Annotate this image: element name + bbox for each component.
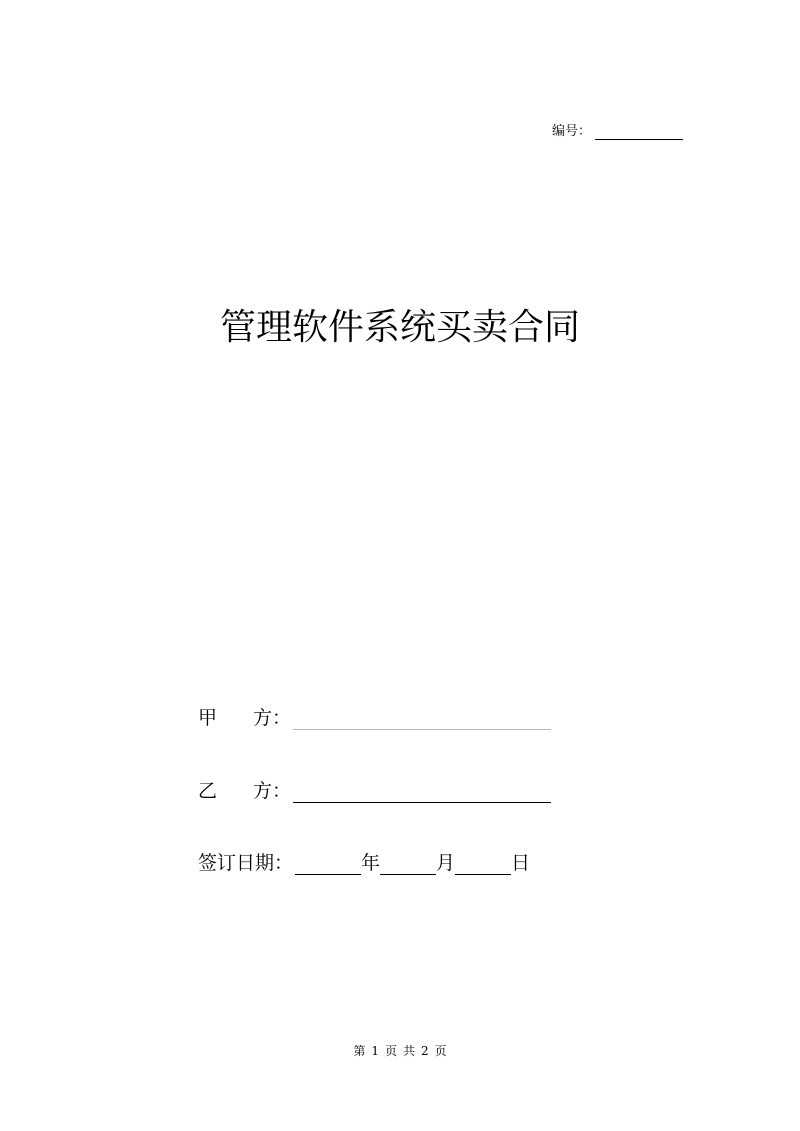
footer-current-page: 1 bbox=[371, 1044, 379, 1058]
sign-date-label: 签订日期： bbox=[198, 852, 294, 874]
party-b-colon: ： bbox=[272, 780, 292, 802]
party-a-label-char2: 方 bbox=[252, 707, 272, 729]
sign-month-blank[interactable] bbox=[380, 854, 436, 875]
doc-number-blank[interactable] bbox=[595, 126, 683, 140]
page-footer bbox=[0, 1043, 800, 1059]
footer-page-word: 页 bbox=[384, 1044, 397, 1058]
sign-month-label: 月 bbox=[436, 852, 456, 874]
sign-year-label: 年 bbox=[361, 852, 381, 874]
sign-day-blank[interactable] bbox=[455, 854, 511, 875]
party-a-row bbox=[198, 706, 551, 730]
sign-date-row bbox=[198, 851, 530, 875]
party-b-row bbox=[198, 779, 551, 803]
party-a-colon: ： bbox=[272, 707, 292, 729]
party-b-blank[interactable] bbox=[293, 782, 551, 803]
sign-day-label: 日 bbox=[511, 852, 531, 874]
party-b-label bbox=[198, 779, 272, 803]
sign-year-blank[interactable] bbox=[295, 854, 361, 875]
party-a-blank[interactable] bbox=[293, 709, 551, 730]
party-a-label-char1: 甲 bbox=[198, 707, 218, 729]
footer-total-prefix: 共 bbox=[403, 1044, 416, 1058]
footer-prefix: 第 bbox=[353, 1044, 366, 1058]
contract-title: 管理软件系统买卖合同 bbox=[219, 307, 580, 348]
doc-number-label: 编号： bbox=[552, 124, 592, 139]
footer-suffix: 页 bbox=[434, 1044, 447, 1058]
doc-number bbox=[552, 124, 683, 140]
party-b-label-char2: 方 bbox=[252, 780, 272, 802]
party-b-label-char1: 乙 bbox=[198, 780, 218, 802]
party-a-label bbox=[198, 706, 272, 730]
footer-total-pages: 2 bbox=[421, 1044, 429, 1058]
